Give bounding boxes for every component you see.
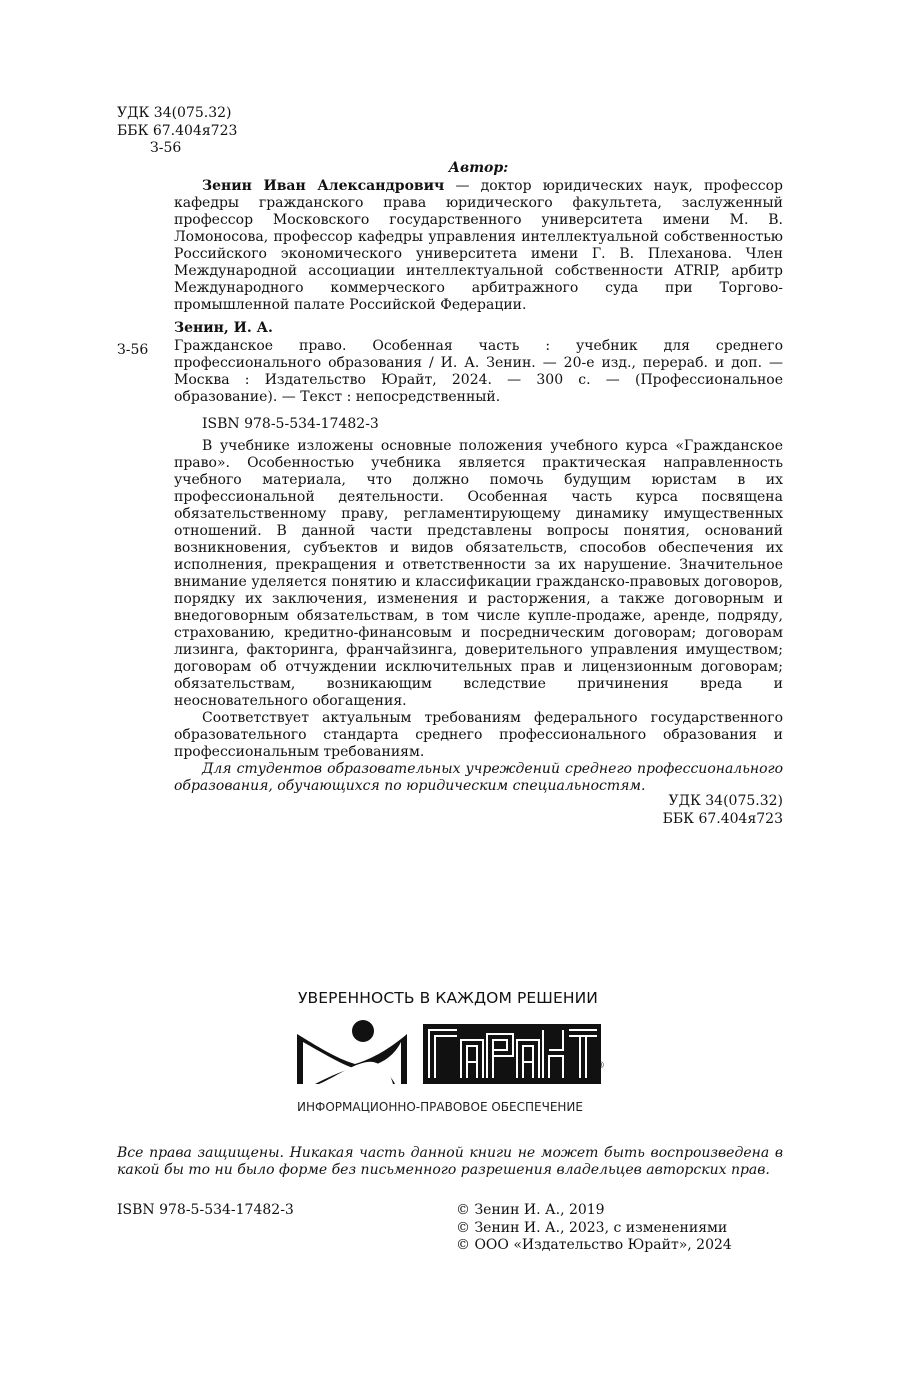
record-heading: Зенин, И. А. (174, 320, 273, 336)
bottom-isbn: ISBN 978-5-534-17482-3 (117, 1202, 294, 1218)
registered-mark: ® (596, 1061, 605, 1071)
rights-notice: Все права защищены. Никакая часть данной книги не может быть воспроизведена в какой бы то ни было форме без письменного разрешения владельцев авторских прав. (117, 1145, 783, 1178)
logo-subtitle: ИНФОРМАЦИОННО-ПРАВОВОЕ ОБЕСПЕЧЕНИЕ (297, 1100, 583, 1114)
udk-block-bottom (583, 793, 783, 828)
copyright-line: © ООО «Издательство Юрайт», 2024 (456, 1237, 732, 1253)
author-bio (174, 178, 783, 314)
bbk-code: ББК 67.404я723 (662, 810, 783, 827)
annotation-paragraph: В учебнике изложены основные положения учебного курса «Гражданское право». Особенностью учебника является практическая направленность учебного материала, что должно помочь будущим юристам в их профессиональной деятельности. Особенная часть курса посвящена обязательственному праву, регламентирующему динамику имущественных отношений. В данной части представлены вопросы понятия, оснований возникновения, субъектов и видов обязательств, способов обеспечения их исполнения, прекращения и ответственности за их нарушение. Значительное внимание уделяется понятию и классификации гражданско-правовых договоров, порядку их заключения, изменения и расторжения, а также договорным и внедоговорным обязательствам, в том числе купле-продаже, аренде, подряду, страхованию, кредитно-финансовым и посредническим договорам; договорам лизинга, факторинга, франчайзинга, доверительного управления имуществом; договорам об отчуждении исключительных прав и лицензионным договорам; обязательствам, возникающим вследствие причинения вреда и неосновательного обогащения. (174, 438, 783, 709)
author-mark: З-56 (150, 140, 182, 156)
copyright-line: © Зенин И. А., 2023, с изменениями (456, 1219, 728, 1236)
logo-slogan: УВЕРЕННОСТЬ В КАЖДОМ РЕШЕНИИ (298, 989, 599, 1007)
annotation-paragraph: Соответствует актуальным требованиям федерального государственного образовательного стандарта среднего профессионального образования и профессиональным требованиям. (174, 710, 783, 760)
record-isbn: ISBN 978-5-534-17482-3 (202, 416, 379, 432)
garant-wordmark (423, 1024, 601, 1084)
author-caption: Автор: (448, 160, 509, 176)
udk-block-top (117, 105, 317, 158)
bibliographic-description: Гражданское право. Особенная часть : учебник для среднего профессионального образования / И. А. Зенин. — 20-е изд., перераб. и доп. — Москва : Издательство Юрайт, 2024. — 300 с. — (Профессиональное образование). — Текст : непосредственный. (174, 338, 783, 405)
annotation (174, 438, 783, 795)
copyright-line: © Зенин И. А., 2019 (456, 1202, 605, 1218)
udk-code: УДК 34(075.32) (668, 793, 783, 809)
author-bio-text: — доктор юридических наук, профессор кафедры гражданского права юридического факультета, заслуженный профессор Московского государственного университета имени М. В. Ломоносова, профессор кафедры управления интеллектуальной собственностью Российского экономического университета имени Г. В. Плеханова. Член Международной ассоциации интеллектуальной собственности ATRIP, арбитр Международного коммерческого арбитражного суда при Торгово-промышленной палате Российской Федерации. (174, 178, 783, 313)
udk-code: УДК 34(075.32) (117, 105, 232, 121)
record-side-code: З-56 (117, 342, 149, 358)
annotation-audience: Для студентов образовательных учреждений среднего профессионального образования, обучающихся по юридическим специальностям. (174, 761, 783, 794)
garant-emblem-icon (297, 1020, 407, 1084)
copyright-block (456, 1202, 732, 1255)
author-name: Зенин Иван Александрович (202, 178, 445, 194)
garant-logo-mark (297, 1020, 607, 1092)
bbk-code: ББК 67.404я723 (117, 122, 238, 139)
